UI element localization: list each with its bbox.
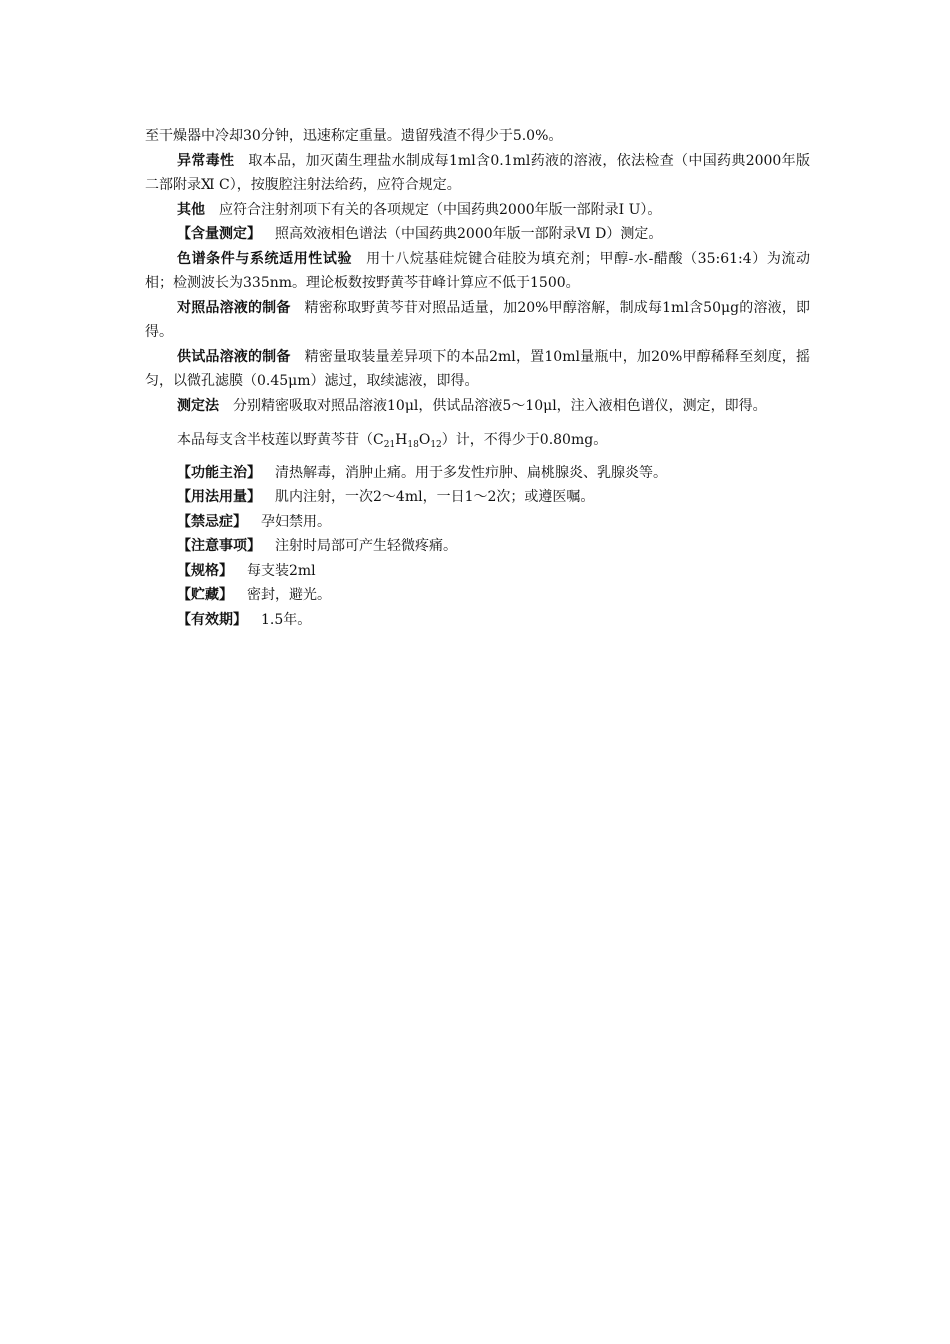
formula-element-h: H bbox=[395, 432, 408, 448]
paragraph-reference-solution bbox=[145, 296, 810, 345]
section-label: 色谱条件与系统适用性试验 bbox=[177, 250, 353, 267]
paragraph-text: 精密称取野黄芩苷对照品适量，加20%甲醇溶解，制成每1ml含50μg的溶液，即得。 bbox=[145, 299, 811, 340]
section-label: 其他 bbox=[177, 201, 205, 218]
section-label: 【贮藏】 bbox=[177, 587, 233, 603]
paragraph-text: 取本品，加灭菌生理盐水制成每1ml含0.1ml药液的溶液，依法检查（中国药典2000年版二部附录Ⅺ C），按腹腔注射法给药，应符合规定。 bbox=[145, 152, 811, 193]
paragraph-dosage bbox=[145, 485, 810, 510]
paragraph-indications bbox=[145, 461, 810, 486]
paragraph-other bbox=[145, 198, 810, 223]
paragraph-text: 分别精密吸取对照品溶液10μl，供试品溶液5～10μl，注入液相色谱仪，测定，即得。 bbox=[233, 397, 767, 414]
paragraph-text: 精密量取装量差异项下的本品2ml，置10ml量瓶中，加20%甲醇稀释至刻度，摇匀，以微孔滤膜（0.45μm）滤过，取续滤液，即得。 bbox=[145, 348, 811, 389]
paragraph-test-solution bbox=[145, 345, 810, 394]
paragraph-text: 肌内注射，一次2～4ml，一日1～2次；或遵医嘱。 bbox=[275, 489, 595, 505]
paragraph-content-limit bbox=[145, 428, 810, 453]
section-label: 【功能主治】 bbox=[177, 464, 261, 481]
paragraph-procedure bbox=[145, 394, 810, 419]
paragraph-specification bbox=[145, 559, 810, 584]
paragraph-storage bbox=[145, 583, 810, 608]
paragraph-contraindications bbox=[145, 510, 810, 535]
section-label: 供试品溶液的制备 bbox=[177, 348, 291, 365]
section-label: 【有效期】 bbox=[177, 611, 247, 628]
paragraph-drying-residue bbox=[145, 124, 810, 149]
content-limit-text-end: ）计，不得少于0.80mg。 bbox=[441, 432, 608, 448]
section-label: 测定法 bbox=[177, 397, 219, 414]
paragraph-text: 注射时局部可产生轻微疼痛。 bbox=[275, 538, 457, 554]
paragraph-text: 密封，避光。 bbox=[247, 587, 331, 603]
paragraph-text: 应符合注射剂项下有关的各项规定（中国药典2000年版一部附录Ⅰ U）。 bbox=[219, 201, 662, 218]
section-label: 【规格】 bbox=[177, 562, 233, 579]
paragraph-text: 用十八烷基硅烷键合硅胶为填充剂；甲醇-水-醋酸（35:61:4）为流动相；检测波长为335nm。理论板数按野黄芩苷峰计算应不低于1500。 bbox=[145, 250, 811, 291]
section-label: 【禁忌症】 bbox=[177, 513, 247, 530]
section-label: 异常毒性 bbox=[177, 152, 235, 169]
content-limit-text-start: 本品每支含半枝莲以野黄芩苷（C bbox=[177, 432, 384, 448]
document-page bbox=[145, 124, 810, 632]
paragraph-precautions bbox=[145, 534, 810, 559]
section-label: 【注意事项】 bbox=[177, 538, 261, 554]
paragraph-text: 每支装2ml bbox=[247, 562, 316, 579]
formula-subscript-c: 21 bbox=[383, 440, 396, 450]
formula-subscript-o: 12 bbox=[430, 440, 442, 450]
paragraph-text: 1.5年。 bbox=[261, 611, 312, 628]
paragraph-text: 孕妇禁用。 bbox=[261, 513, 331, 530]
paragraph-chromatographic-conditions bbox=[145, 247, 810, 296]
section-label: 对照品溶液的制备 bbox=[177, 299, 291, 316]
paragraph-assay bbox=[145, 222, 810, 247]
section-label: 【含量测定】 bbox=[177, 226, 261, 242]
formula-element-o: O bbox=[418, 432, 431, 448]
section-label: 【用法用量】 bbox=[177, 489, 261, 505]
paragraph-abnormal-toxicity bbox=[145, 149, 810, 198]
paragraph-text: 照高效液相色谱法（中国药典2000年版一部附录Ⅵ D）测定。 bbox=[275, 226, 663, 242]
paragraph-text: 至干燥器中冷却30分钟，迅速称定重量。遗留残渣不得少于5.0%。 bbox=[145, 128, 563, 144]
formula-subscript-h: 18 bbox=[407, 440, 419, 450]
paragraph-text: 清热解毒，消肿止痛。用于多发性疖肿、扁桃腺炎、乳腺炎等。 bbox=[275, 464, 667, 481]
paragraph-expiry bbox=[145, 608, 810, 633]
